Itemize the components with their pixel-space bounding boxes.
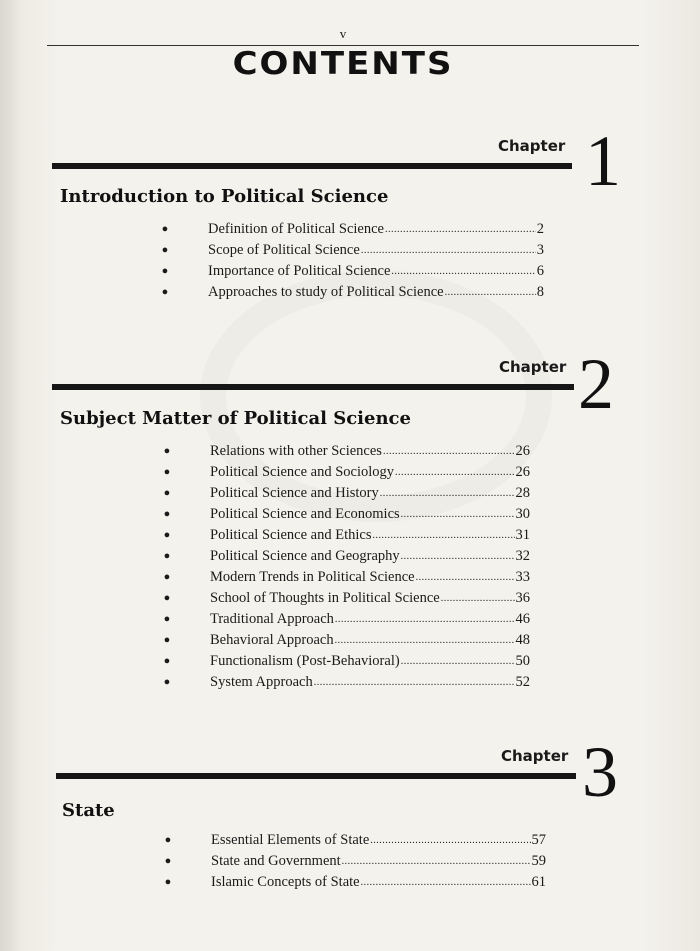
toc-entry-text: Traditional Approach	[210, 611, 334, 627]
bullet-icon: ●	[163, 466, 171, 478]
toc-page-number: 28	[515, 485, 530, 501]
toc-entry[interactable]	[160, 672, 530, 693]
toc-entry[interactable]	[160, 651, 530, 672]
leader-dots	[370, 830, 530, 851]
bullet-icon: ●	[163, 655, 171, 667]
leader-dots	[380, 483, 515, 504]
bullet-icon: ●	[163, 571, 171, 583]
toc-page-number: 57	[531, 832, 546, 848]
toc-entry[interactable]	[160, 546, 530, 567]
toc-page-number: 3	[536, 242, 544, 258]
bullet-icon: ●	[163, 529, 171, 541]
toc-entry-text: Approaches to study of Political Science	[208, 284, 444, 300]
leader-dots	[335, 630, 515, 651]
toc-entry-text: Definition of Political Science	[208, 221, 384, 237]
bullet-icon: ●	[164, 855, 172, 867]
toc-entry[interactable]	[158, 219, 544, 240]
leader-dots	[314, 672, 515, 693]
chapter-2-toc	[160, 441, 530, 693]
toc-page-number: 31	[515, 527, 530, 543]
toc-page-number: 61	[531, 874, 546, 890]
toc-entry[interactable]	[160, 483, 530, 504]
toc-entry-text: Essential Elements of State	[211, 832, 370, 848]
toc-entry[interactable]	[160, 588, 530, 609]
bullet-icon: ●	[164, 834, 172, 846]
page-title: CONTENTS	[232, 45, 454, 83]
toc-entry-text: Functionalism (Post-Behavioral)	[210, 653, 400, 669]
toc-entry[interactable]	[161, 851, 546, 872]
bullet-icon: ●	[163, 676, 171, 688]
leader-dots	[445, 282, 536, 303]
leader-dots	[416, 567, 515, 588]
toc-page-number: 32	[515, 548, 530, 564]
chapter-number: 1	[585, 121, 621, 201]
leader-dots	[395, 462, 514, 483]
chapter-title: State	[62, 800, 115, 821]
bullet-icon: ●	[163, 613, 171, 625]
toc-entry-text: Political Science and Economics	[210, 506, 400, 522]
page-number: v	[339, 26, 347, 41]
chapter-rule	[52, 163, 572, 169]
toc-entry[interactable]	[160, 567, 530, 588]
toc-entry-text: System Approach	[210, 674, 313, 690]
bullet-icon: ●	[163, 508, 171, 520]
chapter-rule	[56, 773, 576, 779]
toc-page-number: 46	[515, 611, 530, 627]
bullet-icon: ●	[161, 223, 169, 235]
toc-entry-text: Islamic Concepts of State	[211, 874, 360, 890]
toc-page-number: 48	[515, 632, 530, 648]
toc-entry[interactable]	[158, 261, 544, 282]
toc-entry[interactable]	[160, 504, 530, 525]
toc-entry[interactable]	[160, 462, 530, 483]
toc-entry-text: Political Science and Ethics	[210, 527, 372, 543]
toc-entry-text: Modern Trends in Political Science	[210, 569, 415, 585]
toc-entry[interactable]	[158, 240, 544, 261]
leader-dots	[335, 609, 515, 630]
leader-dots	[383, 441, 515, 462]
toc-entry-text: Importance of Political Science	[208, 263, 391, 279]
toc-entry-text: Political Science and Sociology	[210, 464, 395, 480]
bullet-icon: ●	[163, 592, 171, 604]
chapter-label: Chapter	[501, 747, 569, 765]
toc-page-number: 26	[515, 464, 530, 480]
toc-page-number: 36	[515, 590, 530, 606]
bullet-icon: ●	[163, 487, 171, 499]
toc-page-number: 6	[536, 263, 544, 279]
leader-dots	[401, 651, 515, 672]
chapter-label: Chapter	[499, 358, 567, 376]
toc-entry-text: State and Government	[211, 853, 341, 869]
toc-page-number: 26	[515, 443, 530, 459]
toc-entry-text: Political Science and Geography	[210, 548, 400, 564]
bullet-icon: ●	[164, 876, 172, 888]
leader-dots	[401, 546, 515, 567]
bullet-icon: ●	[161, 244, 169, 256]
leader-dots	[391, 261, 535, 282]
chapter-1-toc	[158, 219, 544, 303]
leader-dots	[361, 240, 536, 261]
leader-dots	[361, 872, 531, 893]
toc-page-number: 52	[515, 674, 530, 690]
toc-page-number: 33	[515, 569, 530, 585]
bullet-icon: ●	[161, 286, 169, 298]
bullet-icon: ●	[163, 445, 171, 457]
chapter-title: Introduction to Political Science	[60, 186, 389, 207]
chapter-title: Subject Matter of Political Science	[60, 408, 411, 429]
leader-dots	[342, 851, 531, 872]
leader-dots	[385, 219, 536, 240]
chapter-rule	[52, 384, 574, 390]
toc-entry[interactable]	[160, 630, 530, 651]
toc-entry-text: Scope of Political Science	[208, 242, 360, 258]
toc-entry[interactable]	[158, 282, 544, 303]
chapter-number: 2	[578, 344, 614, 424]
leader-dots	[401, 504, 515, 525]
toc-entry[interactable]	[161, 872, 546, 893]
toc-page-number: 8	[536, 284, 544, 300]
toc-entry[interactable]	[161, 830, 546, 851]
toc-entry[interactable]	[160, 525, 530, 546]
bullet-icon: ●	[163, 550, 171, 562]
bullet-icon: ●	[161, 265, 169, 277]
chapter-label: Chapter	[498, 137, 566, 155]
toc-page-number: 2	[536, 221, 544, 237]
toc-entry-text: Behavioral Approach	[210, 632, 334, 648]
chapter-number: 3	[582, 732, 618, 812]
toc-entry[interactable]	[160, 441, 530, 462]
toc-entry-text: School of Thoughts in Political Science	[210, 590, 440, 606]
toc-page-number: 30	[515, 506, 530, 522]
toc-page-number: 50	[515, 653, 530, 669]
chapter-3-toc	[161, 830, 546, 893]
leader-dots	[441, 588, 515, 609]
toc-page-number: 59	[531, 853, 546, 869]
toc-entry[interactable]	[160, 609, 530, 630]
toc-entry-text: Relations with other Sciences	[210, 443, 382, 459]
bullet-icon: ●	[163, 634, 171, 646]
leader-dots	[372, 525, 514, 546]
toc-entry-text: Political Science and History	[210, 485, 379, 501]
